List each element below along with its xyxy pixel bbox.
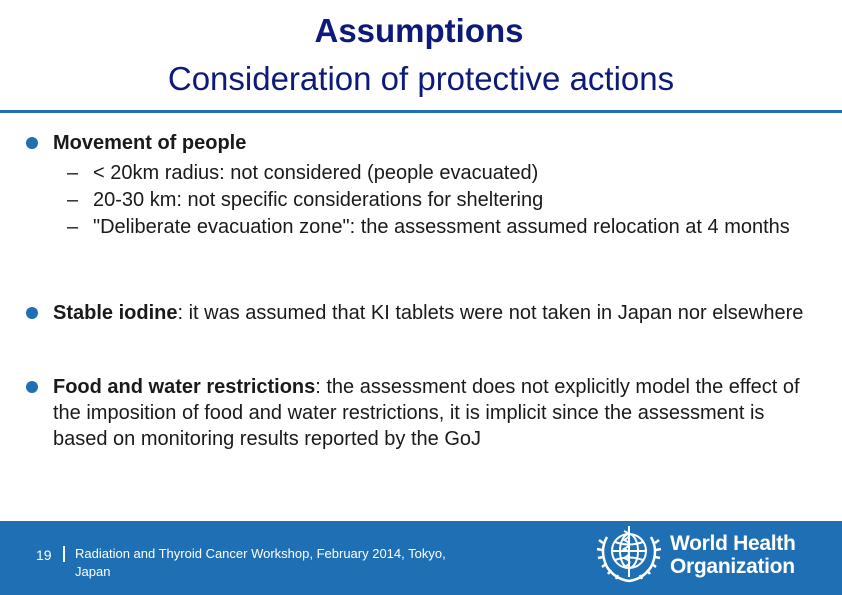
sub-item <box>24 187 824 214</box>
dash-icon: – <box>67 189 79 211</box>
dash-icon: – <box>67 162 79 184</box>
bullet-dot-icon <box>26 307 38 319</box>
bullet-lead: Food and water restrictions <box>53 376 316 398</box>
bullet-row <box>24 300 824 326</box>
bullet-movement-of-people <box>24 130 824 241</box>
sub-item <box>24 214 824 241</box>
bullet-food-water <box>24 374 824 452</box>
who-organization-name <box>670 532 796 578</box>
bullet-text: : it was assumed that KI tablets were not taken in Japan nor elsewhere <box>177 302 804 324</box>
sub-list <box>24 160 824 241</box>
sub-item-text: < 20km radius: not considered (people evacuated) <box>93 162 539 184</box>
footer-separator <box>63 546 65 562</box>
bullet-row <box>24 374 824 452</box>
bullet-dot-icon <box>26 381 38 393</box>
org-name-line1: World Health <box>670 532 796 555</box>
org-name-line2: Organization <box>670 555 795 578</box>
sub-item-text: 20-30 km: not specific considerations for sheltering <box>93 189 544 211</box>
footer-event-text: Radiation and Thyroid Cancer Workshop, February 2014, Tokyo, Japan <box>75 546 446 579</box>
slide-subtitle: Consideration of protective actions <box>167 60 675 97</box>
dash-icon: – <box>67 216 79 238</box>
bullet-row <box>24 130 824 156</box>
page-number: 19 <box>36 547 52 563</box>
who-emblem-icon <box>593 523 665 585</box>
sub-item-text: "Deliberate evacuation zone": the assessment assumed relocation at 4 months <box>93 216 790 238</box>
bullet-stable-iodine <box>24 300 824 326</box>
bullet-dot-icon <box>26 137 38 149</box>
slide-title: Assumptions <box>314 12 524 49</box>
bullet-lead: Movement of people <box>53 132 247 154</box>
sub-item <box>24 160 824 187</box>
bullet-text: : the assessment does not explicitly model the effect of the imposition of food and water restrictions, it is implicit since the assessment is based on monitoring results reported by the GoJ <box>53 376 800 450</box>
bullet-lead: Stable iodine <box>53 302 178 324</box>
title-divider <box>0 110 842 113</box>
